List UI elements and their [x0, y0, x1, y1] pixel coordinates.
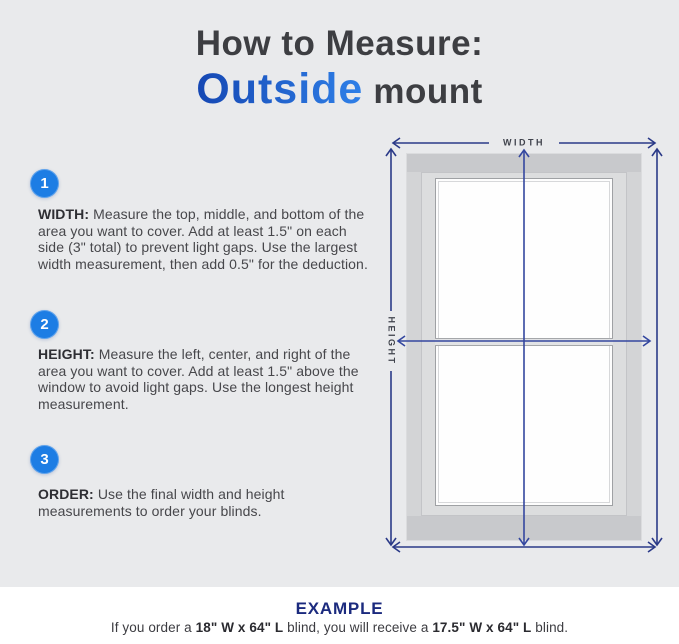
step-2-description [38, 346, 372, 412]
step-3-body: Use the final width and height measurements to order your blinds. [38, 486, 285, 519]
step-2-number: 2 [40, 316, 49, 333]
example-middle: blind, you will receive a [283, 620, 433, 635]
example-prefix: If you order a [110, 620, 196, 635]
example-suffix: blind. [531, 620, 569, 635]
measurement-arrows [385, 133, 670, 573]
step-1-body: Measure the top, middle, and bottom of the area you want to cover. Add at least 1.5" on each side (3" total) to prevent light gaps. Use the largest width measurement, then add 0.5" for the deduction. [38, 206, 368, 272]
title-mount-text: mount [373, 72, 483, 111]
example-heading: EXAMPLE [295, 599, 384, 618]
step-3-badge [30, 445, 59, 474]
height-dimension-label: HEIGHT [385, 312, 398, 369]
step-3-number: 3 [40, 451, 49, 468]
step-3-label: ORDER: [38, 486, 94, 502]
title-highlight-outside: Outside [196, 65, 364, 113]
example-footer [0, 587, 679, 644]
step-3-description [38, 486, 372, 519]
example-received-size: 17.5" W x 64" L [432, 620, 532, 635]
example-sentence [0, 620, 679, 635]
step-2-label: HEIGHT: [38, 346, 95, 362]
page-title [0, 24, 679, 122]
step-1-badge [30, 169, 59, 198]
step-2-body: Measure the left, center, and right of the area you want to cover. Add at least 1.5" above the window to avoid light gaps. Use the longest height measurement. [38, 346, 359, 412]
step-1-label: WIDTH: [38, 206, 90, 222]
page-title-line1: How to Measure: [195, 24, 484, 63]
measure-diagram [385, 133, 670, 573]
step-1-description [38, 206, 372, 272]
example-ordered-size: 18" W x 64" L [195, 620, 284, 635]
page-title-line2 [0, 66, 679, 122]
width-dimension-label: WIDTH [499, 137, 549, 150]
step-1-number: 1 [40, 175, 49, 192]
step-2-badge [30, 310, 59, 339]
